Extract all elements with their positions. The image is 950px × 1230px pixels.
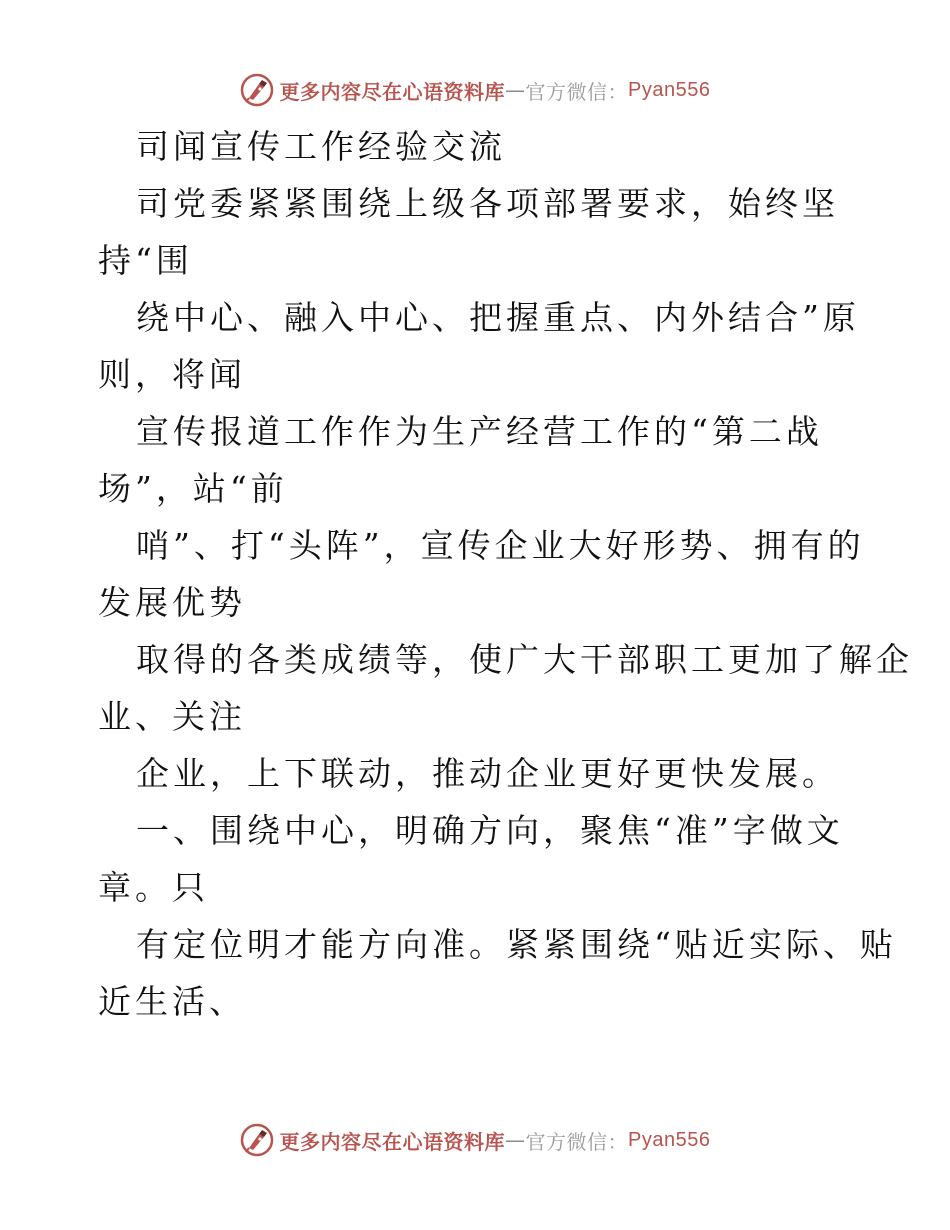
footer-wechat-id: Pyan556: [628, 1128, 711, 1151]
pen-nib-logo-icon: [240, 73, 274, 107]
text-line: 则，将闻: [98, 355, 246, 394]
header-wechat-label: 官方微信：: [525, 79, 629, 104]
header-separator: —: [505, 78, 526, 102]
header-promo-text: 更多内容尽在心语资料库: [279, 79, 506, 104]
footer-banner: [0, 1120, 950, 1160]
pen-nib-logo-icon: [240, 1123, 274, 1157]
text-line: 业、关注: [98, 697, 246, 736]
text-line: 司党委紧紧围绕上级各项部署要求，始终坚: [136, 184, 839, 223]
header-banner: [0, 70, 950, 110]
text-line: 取得的各类成绩等，使广大干部职工更加了解企: [136, 640, 913, 679]
text-line: 发展优势: [98, 583, 246, 622]
header-wechat-id: Pyan556: [628, 78, 711, 101]
footer-separator: —: [505, 1128, 526, 1152]
footer-promo-text: 更多内容尽在心语资料库: [279, 1129, 506, 1154]
text-line: 近生活、: [98, 982, 246, 1021]
document-title: 司闻宣传工作经验交流: [136, 127, 506, 166]
text-line: 企业，上下联动，推动企业更好更快发展。: [136, 754, 839, 793]
text-line: 章。只: [98, 868, 209, 907]
text-line: 有定位明才能方向准。紧紧围绕“贴近实际、贴: [136, 925, 897, 964]
text-line: 哨”、打“头阵”，宣传企业大好形势、拥有的: [136, 526, 865, 565]
section-heading: 一、围绕中心，明确方向，聚焦“准”字做文: [136, 811, 844, 850]
text-line: 场”，站“前: [98, 469, 288, 508]
footer-wechat-label: 官方微信：: [525, 1129, 629, 1154]
text-line: 持“围: [98, 241, 193, 280]
document-body: [98, 118, 913, 1030]
text-line: 绕中心、融入中心、把握重点、内外结合”原: [136, 298, 860, 337]
text-line: 宣传报道工作作为生产经营工作的“第二战: [136, 412, 823, 451]
